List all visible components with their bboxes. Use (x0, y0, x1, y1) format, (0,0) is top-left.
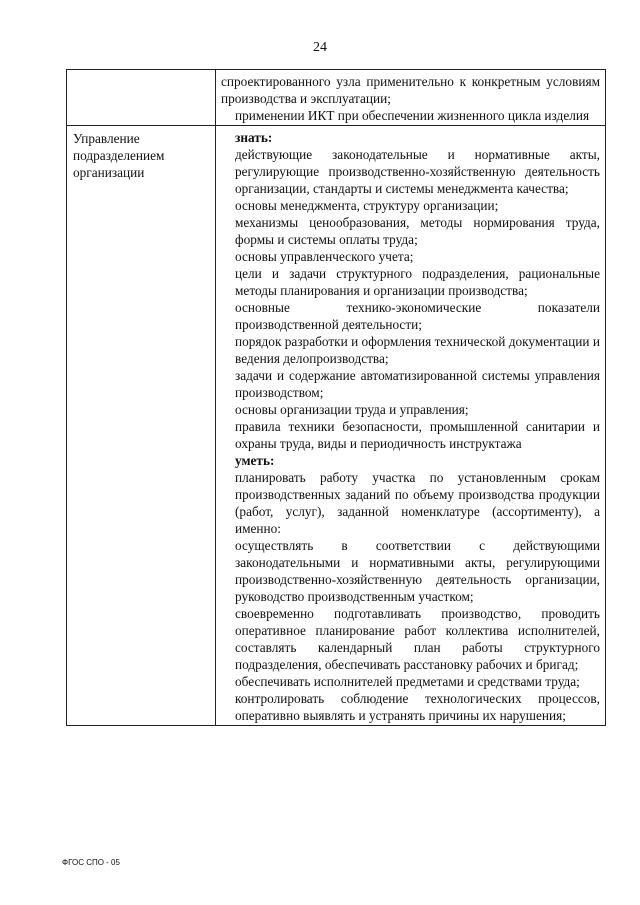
activity-cell (67, 70, 216, 126)
list-item: механизмы ценообразования, методы нормирования труда, формы и системы оплаты труда; (235, 215, 600, 247)
requirement-item: применении ИКТ при обеспечении жизненного цикла изделия (235, 108, 590, 123)
list-item: осуществлять в соответствии с действующими законодательными и нормативными акты, регулирующими производственно-хозяйственную деятельность организации, руководство производственным участком; (235, 538, 600, 604)
list-item: основы организации труда и управления; (235, 402, 469, 417)
activity-cell: Управление подразделением организации (67, 126, 216, 726)
list-item: правила техники безопасности, промышленной санитарии и охраны труда, виды и периодичность инструктажа (235, 419, 600, 451)
able-list (221, 469, 600, 724)
know-heading: знать: (235, 130, 273, 145)
list-item: планировать работу участка по установленным срокам производственных заданий по объему производства продукции (работ, услуг), заданной номенклатуре (ассортименту), а именно: (235, 470, 600, 536)
list-item: цели и задачи структурного подразделения, рациональные методы планирования и организации производства; (235, 266, 600, 298)
list-item: задачи и содержание автоматизированной системы управления производством; (235, 368, 600, 400)
list-item: основы управленческого учета; (235, 249, 414, 264)
footer-label: ФГОС СПО - 05 (62, 858, 120, 867)
list-item: основные технико-экономические показатели производственной деятельности; (235, 300, 600, 332)
list-item: контролировать соблюдение технологических процессов, оперативно выявлять и устранять причины их нарушения; (235, 691, 600, 723)
competency-table (66, 69, 606, 726)
able-heading: уметь: (235, 453, 275, 468)
list-item: действующие законодательные и нормативные акты, регулирующие производственно-хозяйственную деятельность организации, стандарты и системы менеджмента качества; (235, 147, 600, 196)
requirements-cell (216, 70, 606, 126)
list-item: основы менеджмента, структуру организации; (235, 198, 499, 213)
requirements-cell (216, 126, 606, 726)
list-item: порядок разработки и оформления технической документации и ведения делопроизводства; (235, 334, 600, 366)
table-row (67, 70, 606, 126)
table-row (67, 126, 606, 726)
know-list (221, 146, 600, 452)
requirement-item: спроектированного узла применительно к конкретным условиям производства и эксплуатации; (221, 74, 600, 106)
list-item: своевременно подготавливать производство, проводить оперативное планирование работ коллектива исполнителей, составлять календарный план работы структурного подразделения, обеспечивать расстановку рабочих и бригад; (235, 606, 600, 672)
list-item: обеспечивать исполнителей предметами и средствами труда; (235, 674, 580, 689)
page-number: 24 (313, 40, 327, 55)
